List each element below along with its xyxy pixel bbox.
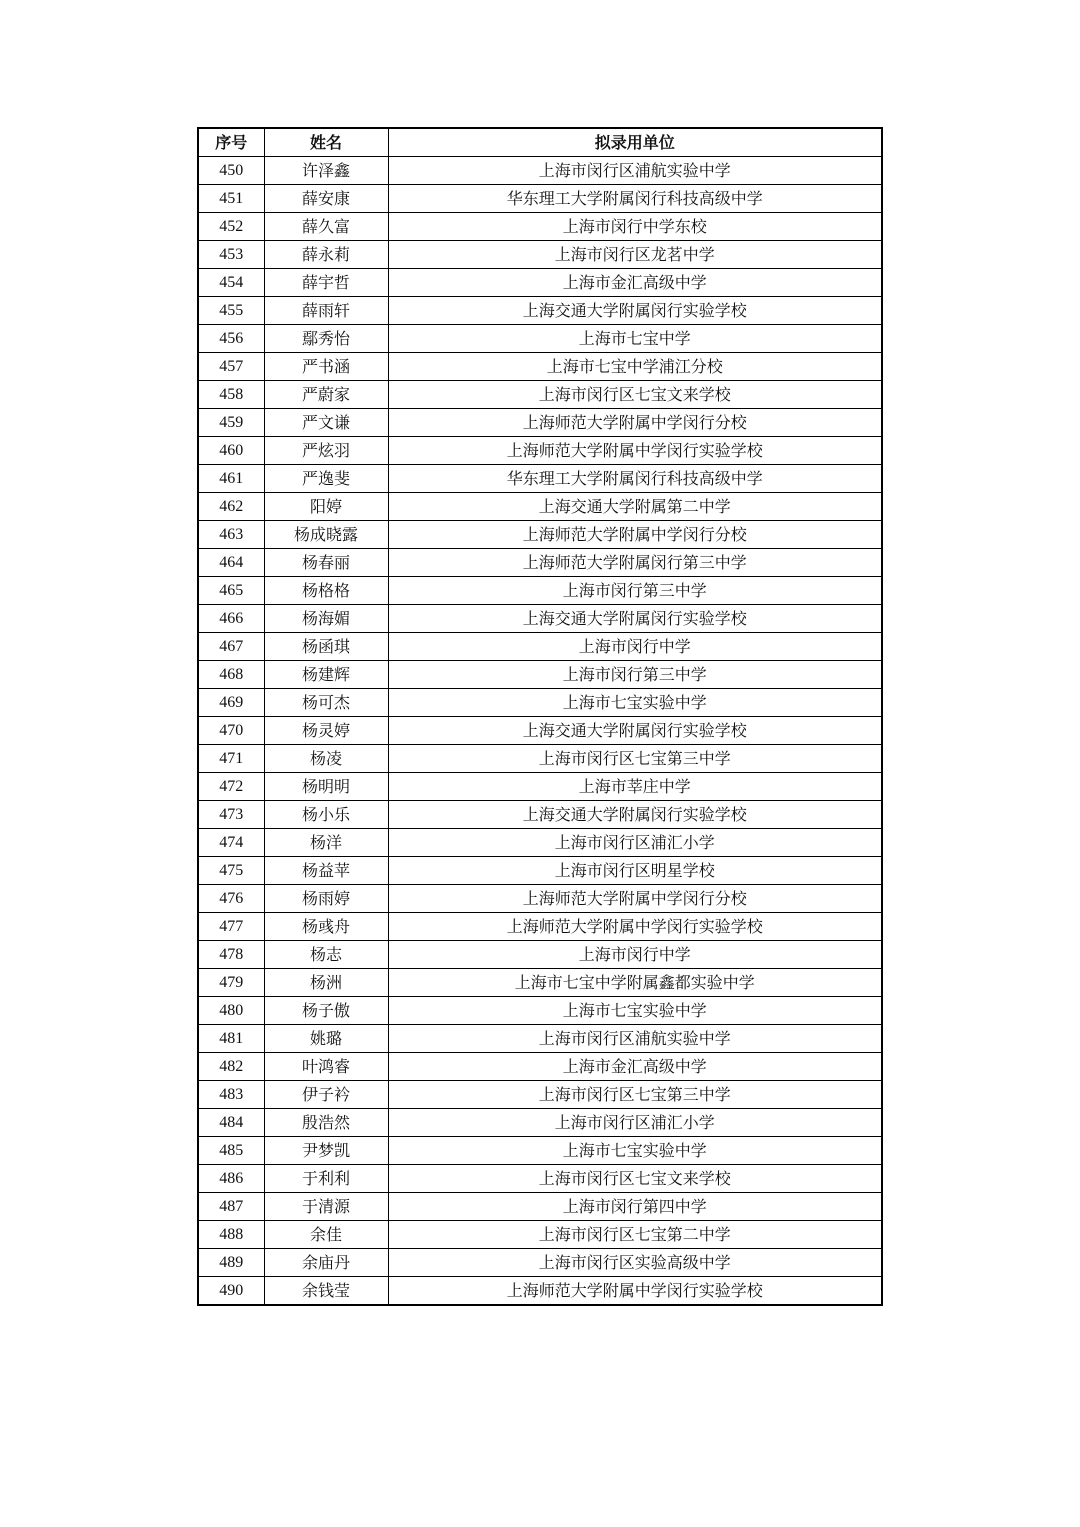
table-row	[198, 885, 882, 913]
employer-unit: 上海市闵行区七宝第二中学	[388, 1221, 882, 1249]
table-row	[198, 829, 882, 857]
employer-unit: 上海师范大学附属闵行第三中学	[388, 549, 882, 577]
person-name: 许泽鑫	[264, 157, 388, 185]
person-name: 薛安康	[264, 185, 388, 213]
table-row	[198, 1221, 882, 1249]
employer-unit: 上海市金汇高级中学	[388, 269, 882, 297]
employer-unit: 上海市闵行区七宝文来学校	[388, 1165, 882, 1193]
person-name: 杨子傲	[264, 997, 388, 1025]
employer-unit: 上海师范大学附属中学闵行实验学校	[388, 437, 882, 465]
table-row	[198, 465, 882, 493]
row-number: 479	[198, 969, 264, 997]
table-row	[198, 437, 882, 465]
employer-unit: 上海交通大学附属闵行实验学校	[388, 605, 882, 633]
employer-unit: 上海市闵行区明星学校	[388, 857, 882, 885]
person-name: 杨可杰	[264, 689, 388, 717]
row-number: 457	[198, 353, 264, 381]
person-name: 杨格格	[264, 577, 388, 605]
employer-unit: 上海市闵行区七宝第三中学	[388, 1081, 882, 1109]
table-row	[198, 1081, 882, 1109]
table-row	[198, 745, 882, 773]
table-row	[198, 381, 882, 409]
row-number: 472	[198, 773, 264, 801]
person-name: 杨凌	[264, 745, 388, 773]
person-name: 严书涵	[264, 353, 388, 381]
person-name: 杨成晓露	[264, 521, 388, 549]
row-number: 474	[198, 829, 264, 857]
table-row	[198, 1053, 882, 1081]
row-number: 463	[198, 521, 264, 549]
table-row	[198, 1025, 882, 1053]
employer-unit: 上海市闵行区七宝文来学校	[388, 381, 882, 409]
table-row	[198, 941, 882, 969]
row-number: 455	[198, 297, 264, 325]
row-number: 490	[198, 1277, 264, 1306]
table-row	[198, 157, 882, 185]
table-row	[198, 493, 882, 521]
person-name: 叶鸿睿	[264, 1053, 388, 1081]
employer-unit: 华东理工大学附属闵行科技高级中学	[388, 185, 882, 213]
employer-unit: 上海市闵行区实验高级中学	[388, 1249, 882, 1277]
table-row	[198, 717, 882, 745]
employer-unit: 上海市七宝中学附属鑫都实验中学	[388, 969, 882, 997]
row-number: 450	[198, 157, 264, 185]
employer-unit: 上海市闵行中学	[388, 941, 882, 969]
employer-unit: 华东理工大学附属闵行科技高级中学	[388, 465, 882, 493]
person-name: 薛宇哲	[264, 269, 388, 297]
person-name: 尹梦凯	[264, 1137, 388, 1165]
employer-unit: 上海师范大学附属中学闵行分校	[388, 521, 882, 549]
row-number: 459	[198, 409, 264, 437]
table-row	[198, 969, 882, 997]
table-row	[198, 325, 882, 353]
table-row	[198, 549, 882, 577]
person-name: 于清源	[264, 1193, 388, 1221]
table-row	[198, 913, 882, 941]
person-name: 于利利	[264, 1165, 388, 1193]
person-name: 严逸斐	[264, 465, 388, 493]
header-unit: 拟录用单位	[388, 128, 882, 157]
row-number: 451	[198, 185, 264, 213]
row-number: 488	[198, 1221, 264, 1249]
row-number: 483	[198, 1081, 264, 1109]
person-name: 阳婷	[264, 493, 388, 521]
person-name: 杨益苹	[264, 857, 388, 885]
row-number: 465	[198, 577, 264, 605]
person-name: 姚璐	[264, 1025, 388, 1053]
row-number: 473	[198, 801, 264, 829]
employer-unit: 上海交通大学附属第二中学	[388, 493, 882, 521]
employer-unit: 上海师范大学附属中学闵行分校	[388, 409, 882, 437]
employer-unit: 上海市闵行区浦航实验中学	[388, 1025, 882, 1053]
row-number: 460	[198, 437, 264, 465]
row-number: 487	[198, 1193, 264, 1221]
person-name: 薛永莉	[264, 241, 388, 269]
person-name: 杨洲	[264, 969, 388, 997]
row-number: 475	[198, 857, 264, 885]
employer-unit: 上海市七宝实验中学	[388, 689, 882, 717]
table-row	[198, 661, 882, 689]
row-number: 452	[198, 213, 264, 241]
table-row	[198, 773, 882, 801]
table-row	[198, 689, 882, 717]
row-number: 471	[198, 745, 264, 773]
person-name: 余庙丹	[264, 1249, 388, 1277]
row-number: 486	[198, 1165, 264, 1193]
employer-unit: 上海市闵行中学	[388, 633, 882, 661]
person-name: 杨雨婷	[264, 885, 388, 913]
header-no: 序号	[198, 128, 264, 157]
row-number: 468	[198, 661, 264, 689]
employer-unit: 上海交通大学附属闵行实验学校	[388, 801, 882, 829]
table-body	[198, 157, 882, 1306]
table-row	[198, 1165, 882, 1193]
table-row	[198, 1277, 882, 1306]
table-row	[198, 269, 882, 297]
row-number: 466	[198, 605, 264, 633]
person-name: 余钱莹	[264, 1277, 388, 1306]
person-name: 严文谦	[264, 409, 388, 437]
header-name: 姓名	[264, 128, 388, 157]
employer-unit: 上海市闵行区浦汇小学	[388, 1109, 882, 1137]
row-number: 478	[198, 941, 264, 969]
row-number: 489	[198, 1249, 264, 1277]
employer-unit: 上海市闵行第三中学	[388, 577, 882, 605]
employer-unit: 上海市闵行第四中学	[388, 1193, 882, 1221]
employer-unit: 上海市莘庄中学	[388, 773, 882, 801]
employer-unit: 上海师范大学附属中学闵行实验学校	[388, 913, 882, 941]
person-name: 薛雨轩	[264, 297, 388, 325]
employer-unit: 上海市闵行区浦航实验中学	[388, 157, 882, 185]
employer-unit: 上海师范大学附属中学闵行实验学校	[388, 1277, 882, 1306]
table-row	[198, 213, 882, 241]
row-number: 484	[198, 1109, 264, 1137]
person-name: 杨海媚	[264, 605, 388, 633]
header-row	[198, 128, 882, 157]
table-row	[198, 577, 882, 605]
person-name: 杨建辉	[264, 661, 388, 689]
person-name: 杨明明	[264, 773, 388, 801]
table-row	[198, 801, 882, 829]
row-number: 480	[198, 997, 264, 1025]
employer-unit: 上海交通大学附属闵行实验学校	[388, 297, 882, 325]
person-name: 杨函琪	[264, 633, 388, 661]
person-name: 杨志	[264, 941, 388, 969]
person-name: 薛久富	[264, 213, 388, 241]
person-name: 伊子衿	[264, 1081, 388, 1109]
table-row	[198, 997, 882, 1025]
person-name: 杨彧舟	[264, 913, 388, 941]
row-number: 477	[198, 913, 264, 941]
employer-unit: 上海师范大学附属中学闵行分校	[388, 885, 882, 913]
person-name: 杨小乐	[264, 801, 388, 829]
employer-unit: 上海市七宝实验中学	[388, 997, 882, 1025]
table-row	[198, 605, 882, 633]
table-row	[198, 1109, 882, 1137]
row-number: 454	[198, 269, 264, 297]
row-number: 453	[198, 241, 264, 269]
table-row	[198, 297, 882, 325]
table-row	[198, 1137, 882, 1165]
table-row	[198, 1249, 882, 1277]
employer-unit: 上海市金汇高级中学	[388, 1053, 882, 1081]
table-row	[198, 353, 882, 381]
row-number: 470	[198, 717, 264, 745]
employer-unit: 上海市七宝中学	[388, 325, 882, 353]
row-number: 485	[198, 1137, 264, 1165]
row-number: 464	[198, 549, 264, 577]
table-row	[198, 521, 882, 549]
employer-unit: 上海市闵行区七宝第三中学	[388, 745, 882, 773]
employer-unit: 上海交通大学附属闵行实验学校	[388, 717, 882, 745]
person-name: 杨洋	[264, 829, 388, 857]
row-number: 481	[198, 1025, 264, 1053]
employer-unit: 上海市闵行区浦汇小学	[388, 829, 882, 857]
row-number: 469	[198, 689, 264, 717]
table-header	[198, 128, 882, 157]
employer-unit: 上海市七宝中学浦江分校	[388, 353, 882, 381]
row-number: 456	[198, 325, 264, 353]
person-name: 杨灵婷	[264, 717, 388, 745]
table-row	[198, 633, 882, 661]
table-row	[198, 857, 882, 885]
row-number: 458	[198, 381, 264, 409]
table-row	[198, 241, 882, 269]
table-row	[198, 1193, 882, 1221]
row-number: 482	[198, 1053, 264, 1081]
person-name: 殷浩然	[264, 1109, 388, 1137]
roster-table	[197, 127, 883, 1306]
person-name: 严炫羽	[264, 437, 388, 465]
employer-unit: 上海市闵行区龙茗中学	[388, 241, 882, 269]
row-number: 467	[198, 633, 264, 661]
employer-unit: 上海市闵行中学东校	[388, 213, 882, 241]
person-name: 杨春丽	[264, 549, 388, 577]
person-name: 严蔚家	[264, 381, 388, 409]
employer-unit: 上海市闵行第三中学	[388, 661, 882, 689]
employer-unit: 上海市七宝实验中学	[388, 1137, 882, 1165]
table-row	[198, 409, 882, 437]
person-name: 余佳	[264, 1221, 388, 1249]
row-number: 462	[198, 493, 264, 521]
row-number: 476	[198, 885, 264, 913]
table-row	[198, 185, 882, 213]
row-number: 461	[198, 465, 264, 493]
person-name: 鄢秀怡	[264, 325, 388, 353]
